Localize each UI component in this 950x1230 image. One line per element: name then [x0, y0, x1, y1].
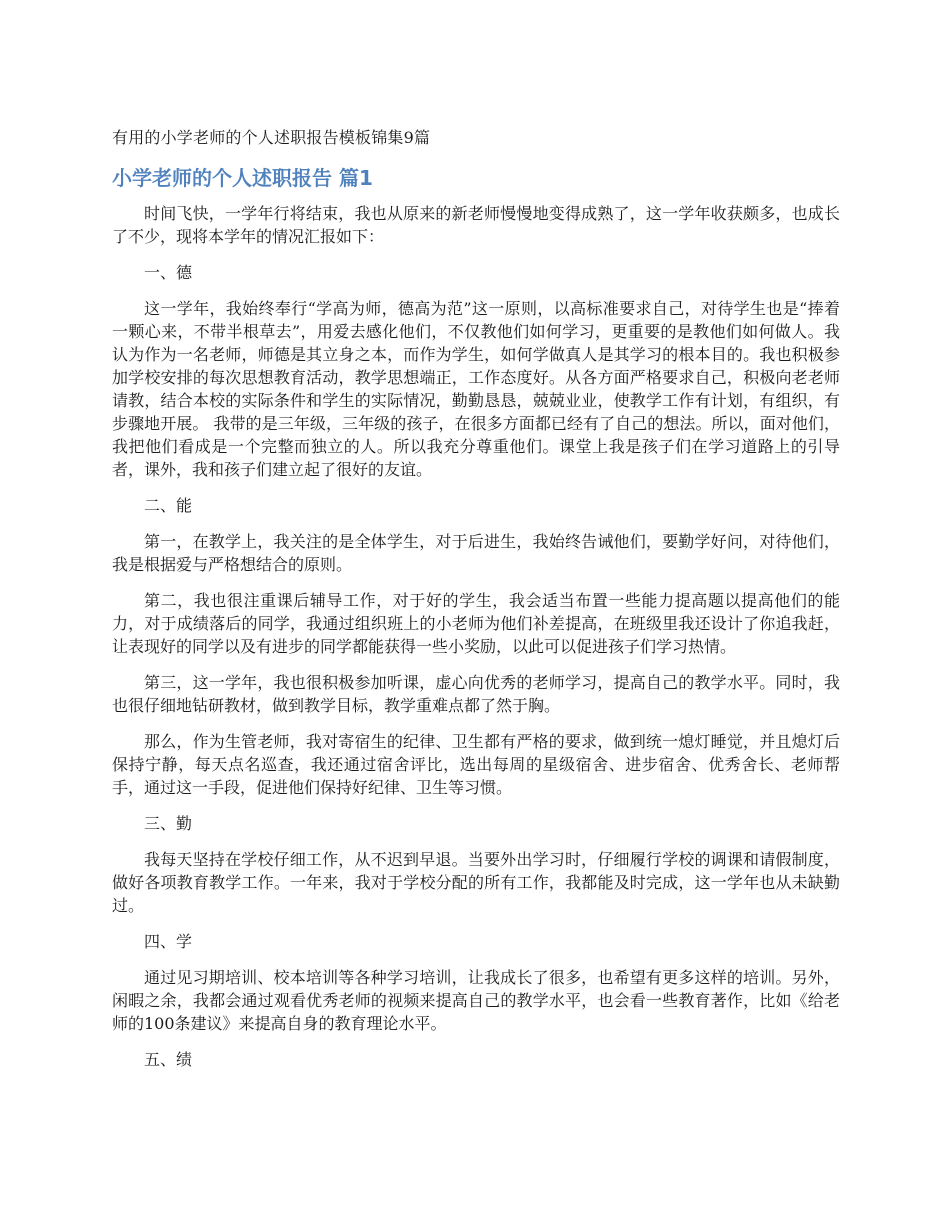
- paragraph-neng-1: 第一，在教学上，我关注的是全体学生，对于后进生，我始终告诫他们，要勤学好问，对待他们，我是根据爱与严格想结合的原则。: [112, 532, 840, 574]
- paragraph-qin: 我每天坚持在学校仔细工作，从不迟到早退。当要外出学习时，仔细履行学校的调课和请假制度，做好各项教育教学工作。一年来，我对于学校分配的所有工作，我都能及时完成，这一学年也从未缺勤过。: [112, 850, 840, 915]
- paragraph-de: 这一学年，我始终奉行“学高为师，德高为范”这一原则，以高标准要求自己，对待学生也是“捧着一颗心来，不带半根草去”，用爱去感化他们，不仅教他们如何学习，更重要的是教他们如何做人。我认为作为一名老师，师德是其立身之本，而作为学生，如何学做真人是其学习的根本目的。我也积极参加学校安排的每次思想教育活动，教学思想端正，工作态度好。从各方面严格要求自己，积极向老老师请教，结合本校的实际条件和学生的实际情况，勤勤恳恳，兢兢业业，使教学工作有计划，有组织，有步骤地开展。 我带的是三年级，三年级的孩子，在很多方面都已经有了自己的想法。所以，面对他们，我把他们看成是一个完整而独立的人。所以我充分尊重他们。课堂上我是孩子们在学习道路上的引导者，课外，我和孩子们建立起了很好的友谊。: [112, 299, 840, 479]
- paragraph-xue: 通过见习期培训、校本培训等各种学习培训，让我成长了很多，也希望有更多这样的培训。另外，闲暇之余，我都会通过观看优秀老师的视频来提高自己的教学水平，也会看一些教育著作，比如《给老师的100条建议》来提高自身的教育理论水平。: [112, 968, 840, 1033]
- document-body: [112, 126, 840, 1084]
- paragraph-neng-4: 那么，作为生管老师，我对寄宿生的纪律、卫生都有严格的要求，做到统一熄灯睡觉，并且熄灯后保持宁静，每天点名巡查，我还通过宿舍评比，选出每周的星级宿舍、进步宿舍、优秀舍长、老师帮手，通过这一手段，促进他们保持好纪律、卫生等习惯。: [112, 732, 840, 797]
- subheading-ji: 五、绩: [144, 1050, 193, 1069]
- subheading-neng: 二、能: [144, 496, 193, 515]
- subheading-de: 一、德: [144, 263, 193, 282]
- subheading-qin: 三、勤: [144, 814, 193, 833]
- paragraph-neng-3: 第三，这一学年，我也很积极参加听课，虚心向优秀的老师学习，提高自己的教学水平。同时，我也很仔细地钻研教材，做到教学目标，教学重难点都了然于胸。: [112, 673, 840, 715]
- section-heading: 小学老师的个人述职报告 篇1: [112, 166, 373, 190]
- document-title: 有用的小学老师的个人述职报告模板锦集9篇: [112, 128, 431, 147]
- paragraph-neng-2: 第二，我也很注重课后辅导工作，对于好的学生，我会适当布置一些能力提高题以提高他们的能力，对于成绩落后的同学，我通过组织班上的小老师为他们补差提高，在班级里我还设计了你追我赶，让表现好的同学以及有进步的同学都能获得一些小奖励，以此可以促进孩子们学习热情。: [112, 591, 840, 656]
- subheading-xue: 四、学: [144, 932, 193, 951]
- paragraph-intro: 时间飞快，一学年行将结束，我也从原来的新老师慢慢地变得成熟了，这一学年收获颇多，也成长了不少，现将本学年的情况汇报如下：: [112, 204, 840, 246]
